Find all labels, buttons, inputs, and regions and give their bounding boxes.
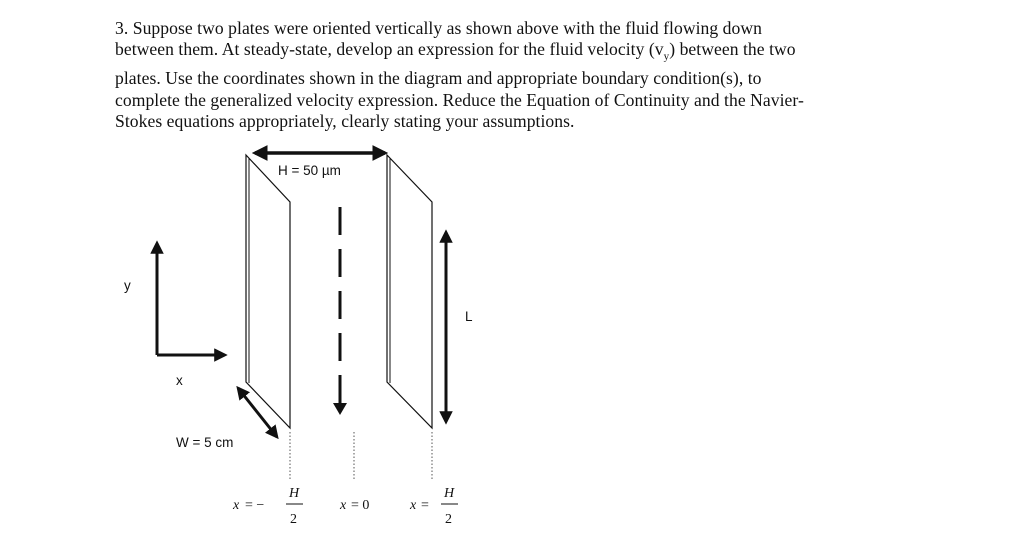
problem-line-4: complete the generalized velocity expression. Reduce the Equation of Continuity and the Navier- [115,89,804,110]
problem-line-5: Stokes equations appropriately, clearly stating your assumptions. [115,111,575,132]
pos-left-eq: = − [245,498,265,513]
gap-label: H = 50 µm [278,163,341,178]
width-label: W = 5 cm [176,435,234,450]
pos-left-var: x [233,498,240,513]
pos-right-eq: = [421,498,429,513]
pos-right-den: 2 [445,512,452,527]
flow-arrowhead [333,403,347,415]
pos-right-num: H [444,486,455,501]
problem-line-2a: between them. At steady-state, develop an expression for the fluid velocity (v [115,39,664,60]
right-plate [387,155,432,428]
x-axis-label: x [176,373,183,388]
y-axis-label: y [124,278,131,293]
pos-left-den: 2 [290,512,297,527]
problem-line-2b: ) between the two [669,39,796,60]
problem-line-1: 3. Suppose two plates were oriented vertically as shown above with the fluid flowing down [115,18,762,38]
pos-right-var: x [410,498,417,513]
length-label: L [465,309,473,324]
pos-center-eq: = 0 [351,498,370,513]
problem-line-3: plates. Use the coordinates shown in the diagram and appropriate boundary condition(s), to [115,68,762,89]
left-plate [246,155,290,428]
position-label-left [232,486,303,527]
subscript-y: y [663,50,670,63]
position-label-right [409,486,458,527]
pos-center-var: x [340,498,347,513]
position-label-center [339,498,369,513]
pos-left-num: H [289,486,300,501]
